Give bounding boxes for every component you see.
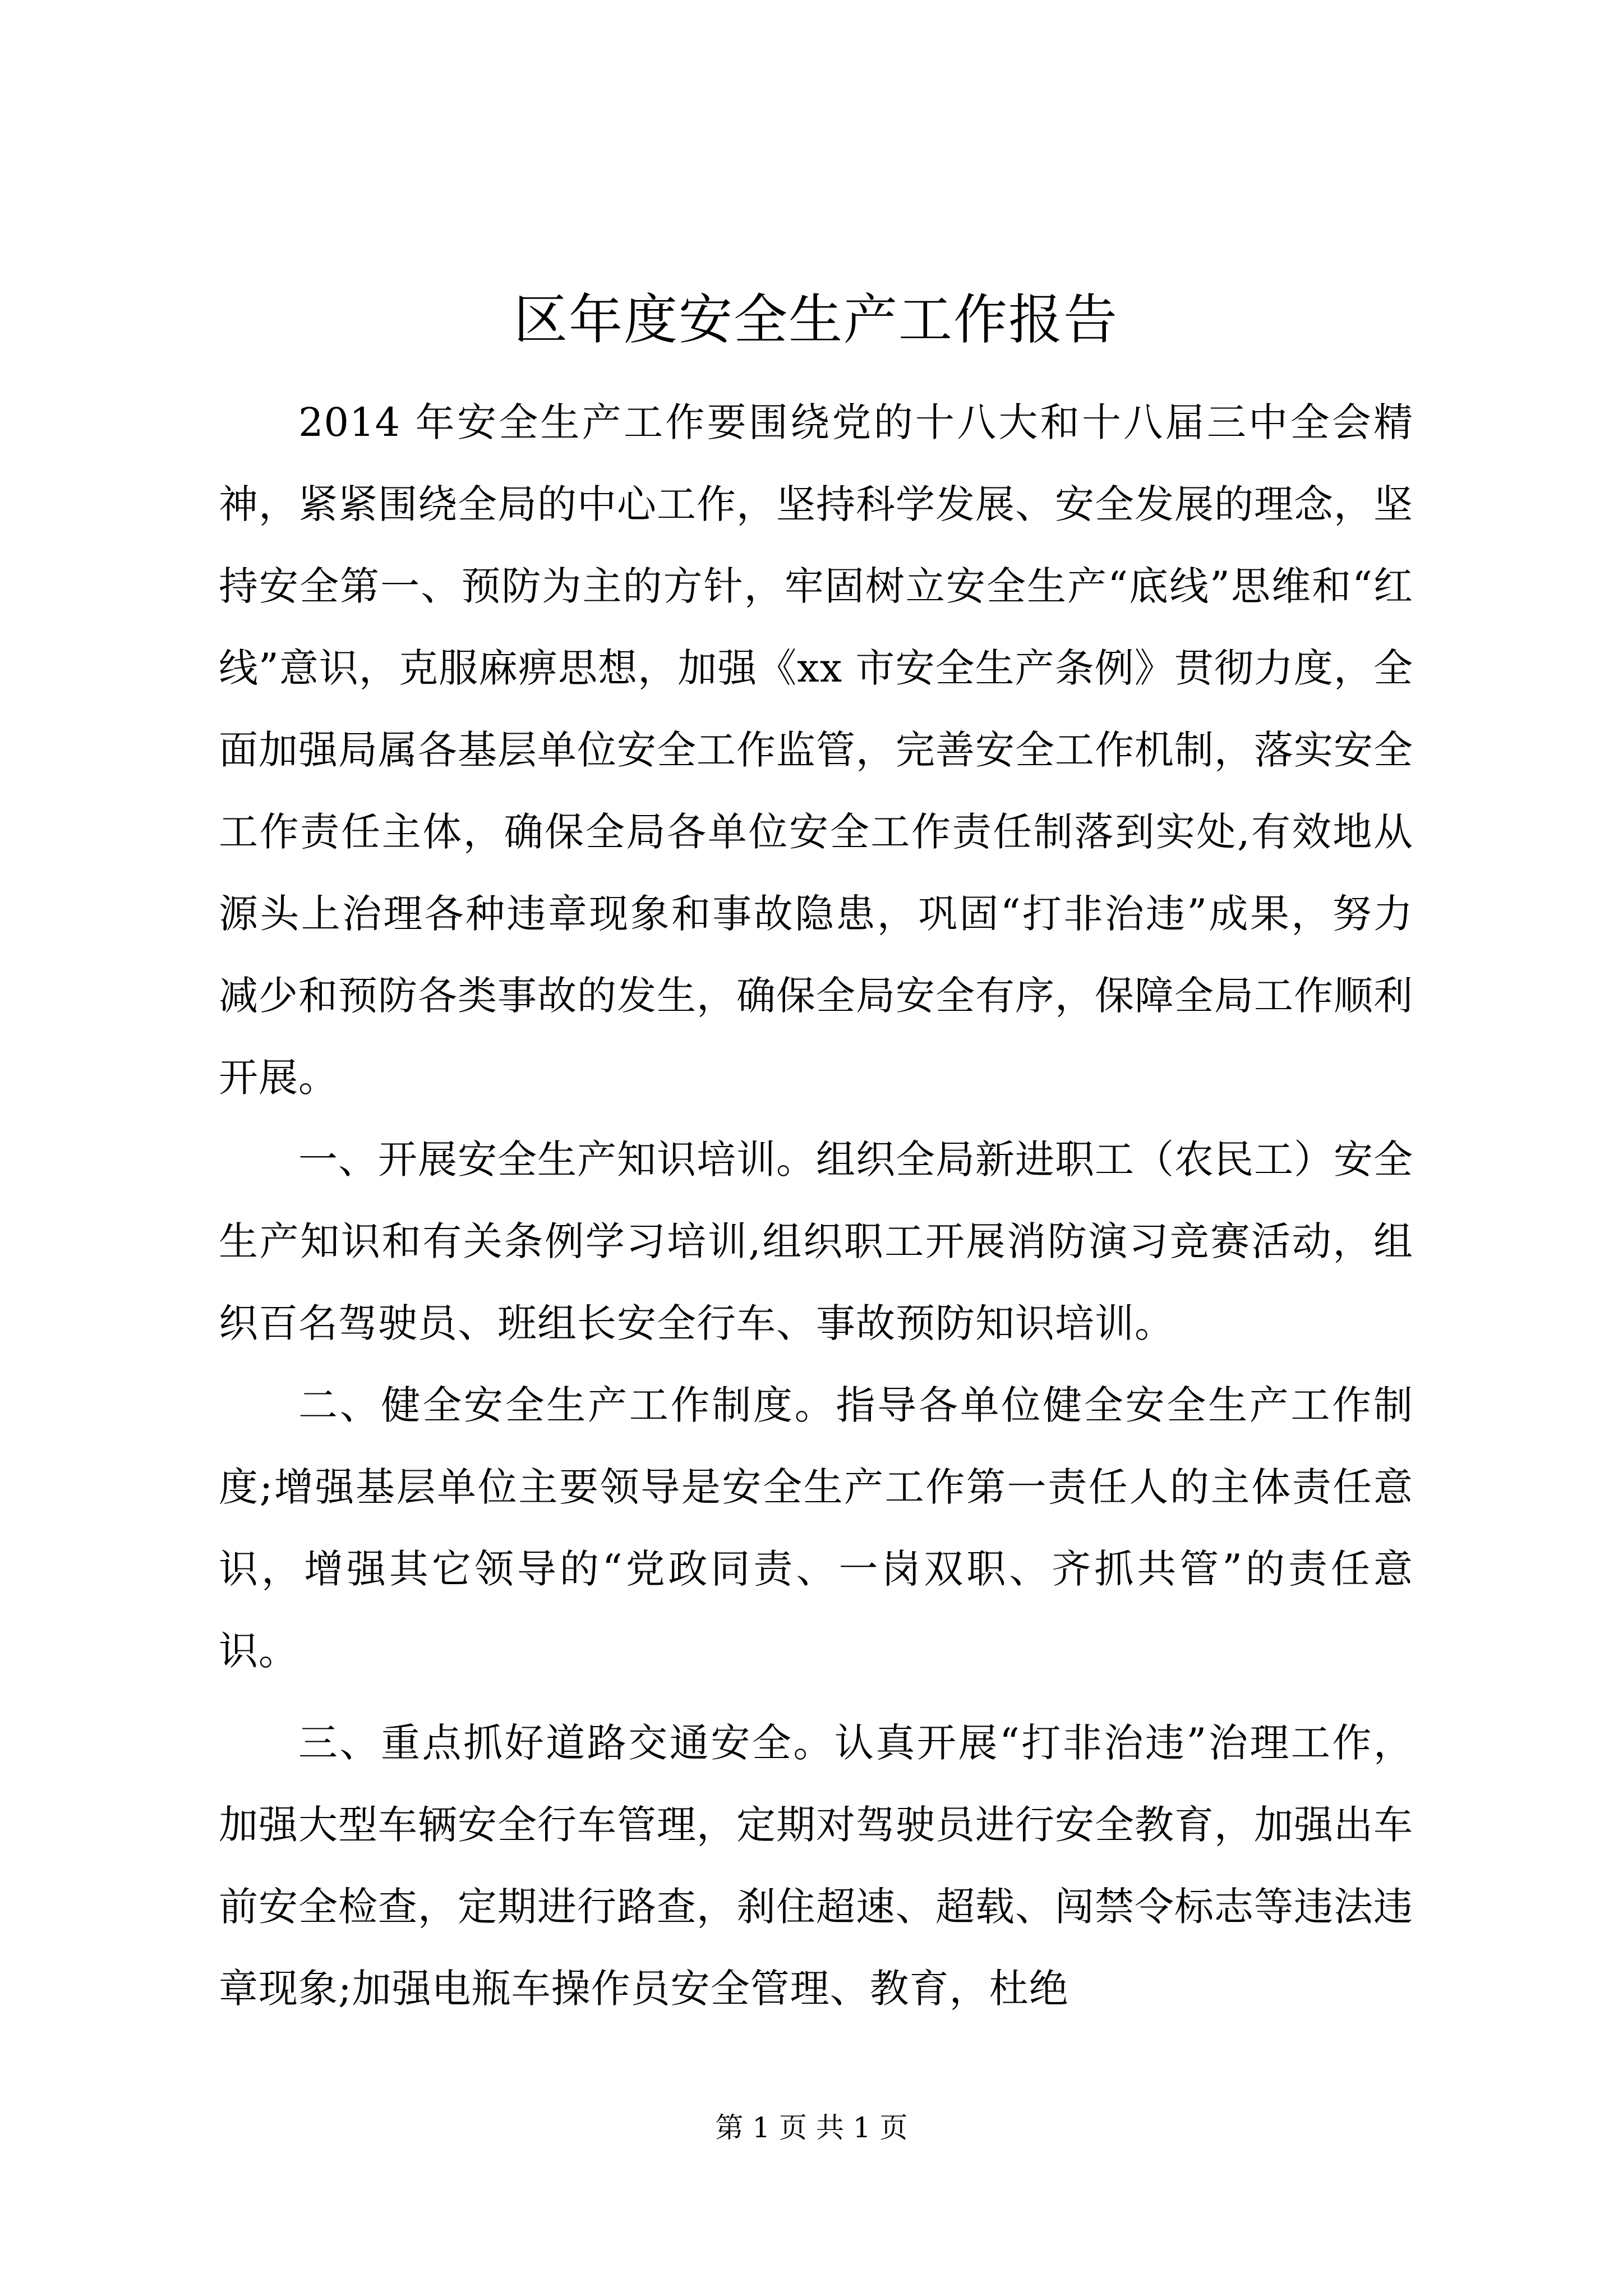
- paragraph-traffic: 三、重点抓好道路交通安全。认真开展“打非治违”治理工作，加强大型车辆安全行车管理，定期对驾驶员进行安全教育，加强出车前安全检查，定期进行路查，刹住超速、超载、闯禁令标志等违法违章现象;加强电瓶车操作员安全管理、教育，杜绝: [219, 1720, 1413, 2012]
- page-number-footer: 第 1 页 共 1 页: [715, 2111, 908, 2144]
- document-title: 区年度安全生产工作报告: [514, 288, 1118, 351]
- paragraph-system: 二、健全安全生产工作制度。指导各单位健全安全生产工作制度;增强基层单位主要领导是安全生产工作第一责任人的主体责任意识，增强其它领导的“党政同责、一岗双职、齐抓共管”的责任意识。: [219, 1382, 1413, 1674]
- paragraph-intro: 2014 年安全生产工作要围绕党的十八大和十八届三中全会精神，紧紧围绕全局的中心工作，坚持科学发展、安全发展的理念，坚持安全第一、预防为主的方针，牢固树立安全生产“底线”思维和“红线”意识，克服麻痹思想，加强《xx 市安全生产条例》贯彻力度，全面加强局属各基层单位安全工作监管，完善安全工作机制，落实安全工作责任主体，确保全局各单位安全工作责任制落到实处,有效地从源头上治理各种违章现象和事故隐患，巩固“打非治违”成果，努力减少和预防各类事故的发生，确保全局安全有序，保障全局工作顺利开展。: [219, 399, 1413, 1101]
- document-body: [219, 280, 1413, 2030]
- paragraph-training: 一、开展安全生产知识培训。组织全局新进职工（农民工）安全生产知识和有关条例学习培训,组织职工开展消防演习竞赛活动，组织百名驾驶员、班组长安全行车、事故预防知识培训。: [219, 1137, 1413, 1346]
